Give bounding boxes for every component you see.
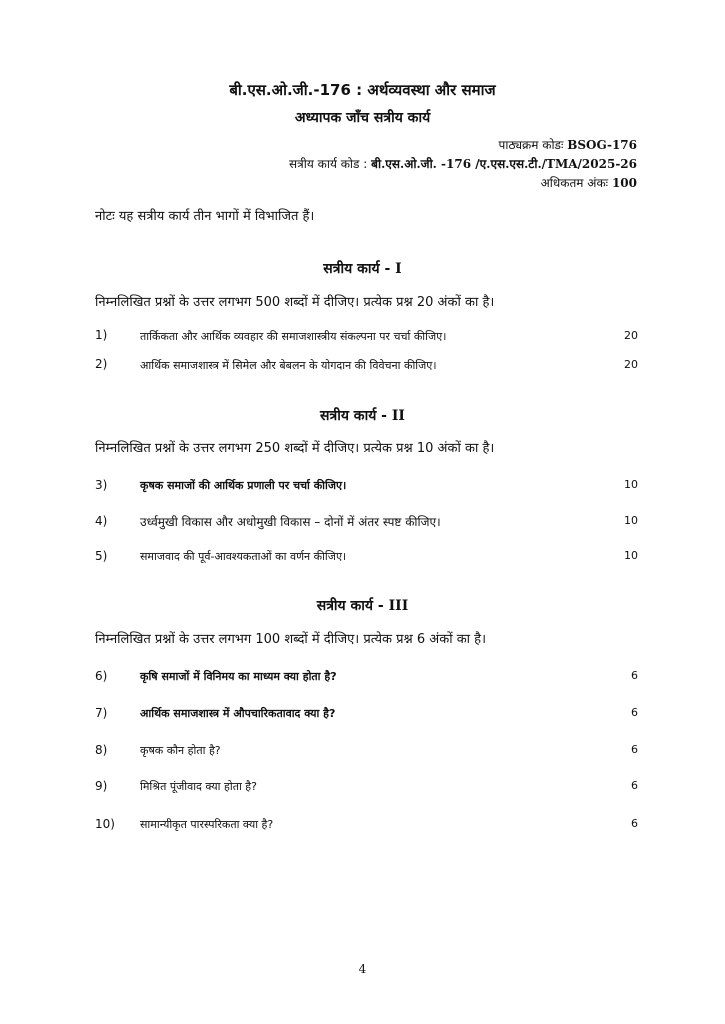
question-text: समाजवाद की पूर्व-आवश्यकताओं का वर्णन कीजिए। — [140, 550, 347, 563]
question-marks: 6 — [631, 743, 638, 756]
question-text: तार्किकता और आर्थिक व्यवहार की समाजशास्त्रीय संकल्पना पर चर्चा कीजिए। — [140, 330, 447, 343]
document-title: बी.एस.ओ.जी.-176 : अर्थव्यवस्था और समाज — [229, 81, 496, 99]
assignment-code-value: बी.एस.ओ.जी. -176 /ए.एस.एस.टी./TMA/2025-26 — [371, 157, 637, 171]
question-marks: 10 — [624, 514, 638, 527]
section-heading-3: सत्रीय कार्य - III — [316, 598, 409, 614]
question-marks: 20 — [624, 358, 638, 371]
question-number: 8) — [95, 743, 108, 757]
question-text: आर्थिक समाजशास्त्र में औपचारिकतावाद क्या है? — [140, 707, 336, 720]
question-marks: 6 — [631, 779, 638, 792]
question-number: 6) — [95, 669, 108, 683]
question-number: 4) — [95, 514, 108, 528]
question-marks: 6 — [631, 817, 638, 830]
section-instruction-1: निम्नलिखित प्रश्नों के उत्तर लगभग 500 शब्दों में दीजिए। प्रत्येक प्रश्न 20 अंकों का है। — [95, 295, 495, 310]
assignment-code-label: सत्रीय कार्य कोड : — [289, 157, 368, 171]
max-marks-value: 100 — [611, 176, 637, 190]
note-text: नोटः यह सत्रीय कार्य तीन भागों में विभाजित हैं। — [95, 209, 315, 224]
max-marks-line — [541, 174, 637, 191]
course-code-label: पाठ्यक्रम कोडः — [498, 138, 564, 152]
section-instruction-2: निम्नलिखित प्रश्नों के उत्तर लगभग 250 शब्दों में दीजिए। प्रत्येक प्रश्न 10 अंकों का है। — [95, 441, 495, 456]
question-number: 5) — [95, 549, 108, 563]
section-heading-1: सत्रीय कार्य - I — [323, 261, 402, 277]
document-subtitle: अध्यापक जाँच सत्रीय कार्य — [294, 110, 431, 126]
question-marks: 20 — [624, 329, 638, 342]
section-heading-2: सत्रीय कार्य - II — [320, 408, 405, 424]
question-text: कृषक कौन होता है? — [140, 744, 221, 757]
question-number: 1) — [95, 328, 108, 342]
question-marks: 6 — [631, 706, 638, 719]
assignment-code-line — [289, 155, 637, 172]
section-instruction-3: निम्नलिखित प्रश्नों के उत्तर लगभग 100 शब्दों में दीजिए। प्रत्येक प्रश्न 6 अंकों का है। — [95, 632, 487, 647]
question-text: आर्थिक समाजशास्त्र में सिमेल और बेबलन के योगदान की विवेचना कीजिए। — [140, 359, 437, 372]
max-marks-label: अधिकतम अंकः — [540, 176, 609, 190]
question-text: सामान्यीकृत पारस्परिकता क्या है? — [140, 818, 274, 831]
question-marks: 6 — [631, 669, 638, 682]
question-number: 10) — [95, 817, 115, 831]
question-number: 9) — [95, 779, 108, 793]
question-number: 7) — [95, 706, 108, 720]
question-number: 2) — [95, 357, 108, 371]
course-code-value: BSOG-176 — [567, 138, 637, 152]
question-text: उर्ध्वमुखी विकास और अधोमुखी विकास – दोनों में अंतर स्पष्ट कीजिए। — [140, 515, 441, 529]
question-marks: 10 — [624, 478, 638, 491]
course-code-line — [499, 136, 637, 153]
question-number: 3) — [95, 478, 108, 492]
question-text: कृषि समाजों में विनिमय का माध्यम क्या होता है? — [140, 670, 337, 683]
question-marks: 10 — [624, 549, 638, 562]
question-text: कृषक समाजों की आर्थिक प्रणाली पर चर्चा कीजिए। — [140, 479, 347, 492]
question-text: मिश्रित पूंजीवाद क्या होता है? — [140, 780, 257, 793]
page-number: 4 — [358, 962, 367, 976]
